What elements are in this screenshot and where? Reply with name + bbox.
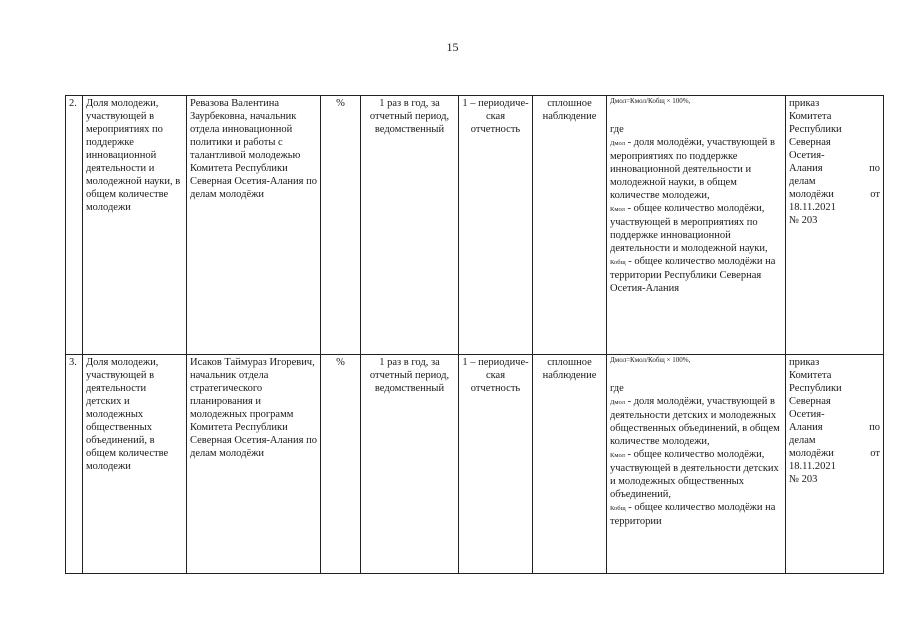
row-number: 3. — [66, 355, 83, 574]
formula-where: где — [610, 383, 624, 394]
doc-line: молодёжи от — [789, 448, 880, 459]
formula-symbol: Дмол — [610, 399, 625, 406]
doc-line: № 203 — [789, 474, 818, 485]
formula-d-definition — [610, 136, 782, 202]
indicators-table — [65, 95, 884, 574]
doc-line: 18.11.2021 — [789, 202, 836, 213]
formula-k2-definition — [610, 255, 782, 295]
formula-symbol: Кмол — [610, 206, 625, 213]
doc-line: Алания по — [789, 422, 880, 433]
doc-line: Северная — [789, 396, 831, 407]
doc-line: Республики — [789, 124, 842, 135]
formula-where: где — [610, 124, 624, 135]
normative-document — [786, 96, 884, 355]
formula-k2-definition — [610, 501, 782, 528]
report-type: 1 – периодиче-ская отчетность — [459, 96, 533, 355]
formula-definition-text: - общее количество молодёжи, участвующей в мероприятиях по поддержке инновационной деятельности и молодежной науки, — [610, 203, 768, 254]
formula-symbol: Дмол — [610, 140, 625, 147]
formula-k1-definition — [610, 202, 782, 255]
formula-expression: Дмол=Кмол/Кобщ × 100%, — [610, 356, 691, 364]
unit-of-measure: % — [321, 355, 361, 574]
formula-symbol: Кмол — [610, 452, 625, 459]
formula-d-definition — [610, 395, 782, 448]
doc-line: № 203 — [789, 215, 818, 226]
formula-definition-text: - общее количество молодёжи на территории — [610, 502, 776, 527]
formula-definition-text: - доля молодёжи, участвующей в деятельности детских и молодежных общественных объединений, в общем количестве молодежи, — [610, 396, 780, 447]
responsible-person: Исаков Таймураз Игоревич, начальник отдела стратегического планирования и молодежных программ Комитета Республики Северная Осетия-Алания по делам молодёжи — [187, 355, 321, 574]
collection-method: сплошное наблюдение — [533, 96, 607, 355]
indicator-name: Доля молодежи, участвующей в деятельности детских и молодежных общественных объединений, в общем количестве молодежи — [83, 355, 187, 574]
doc-line: 18.11.2021 — [789, 461, 836, 472]
normative-document — [786, 355, 884, 574]
formula-symbol: Кобщ — [610, 505, 626, 512]
unit-of-measure: % — [321, 96, 361, 355]
row-number: 2. — [66, 96, 83, 355]
frequency: 1 раз в год, за отчетный период, ведомственный — [361, 96, 459, 355]
doc-line: Алания по — [789, 163, 880, 174]
doc-line: Республики — [789, 383, 842, 394]
doc-line: Осетия- — [789, 150, 825, 161]
formula-symbol: Кобщ — [610, 259, 626, 266]
indicator-name: Доля молодежи, участвующей в мероприятиях по поддержке инновационной деятельности и молодежной науки, в общем количестве молодежи — [83, 96, 187, 355]
doc-line: Комитета — [789, 370, 832, 381]
responsible-person: Ревазова Валентина Заурбековна, начальник отдела инновационной политики и работы с талантливой молодежью Комитета Республики Северная Осетия-Алания по делам молодёжи — [187, 96, 321, 355]
page-number: 15 — [446, 40, 459, 54]
doc-line: делам — [789, 176, 816, 187]
formula-definition-text: - доля молодёжи, участвующей в мероприятиях по поддержке инновационной деятельности и молодежной науки, в общем количестве молодежи, — [610, 137, 776, 201]
doc-line: приказ — [789, 98, 820, 109]
formula-expression: Дмол=Кмол/Кобщ × 100%, — [610, 97, 691, 105]
doc-line: приказ — [789, 357, 820, 368]
doc-line: Осетия- — [789, 409, 825, 420]
doc-line: Северная — [789, 137, 831, 148]
table-row — [66, 355, 884, 574]
collection-method: сплошное наблюдение — [533, 355, 607, 574]
formula-definition-text: - общее количество молодёжи, участвующей в деятельности детских и молодежных общественных объединений, — [610, 449, 779, 500]
formula-k1-definition — [610, 448, 782, 501]
table-row — [66, 96, 884, 355]
report-type: 1 – периодиче-ская отчетность — [459, 355, 533, 574]
doc-line: Комитета — [789, 111, 832, 122]
doc-line: делам — [789, 435, 816, 446]
formula-cell — [607, 96, 786, 355]
frequency: 1 раз в год, за отчетный период, ведомственный — [361, 355, 459, 574]
formula-cell — [607, 355, 786, 574]
formula-definition-text: - общее количество молодёжи на территории Республики Северная Осетия-Алания — [610, 256, 776, 294]
doc-line: молодёжи от — [789, 189, 880, 200]
